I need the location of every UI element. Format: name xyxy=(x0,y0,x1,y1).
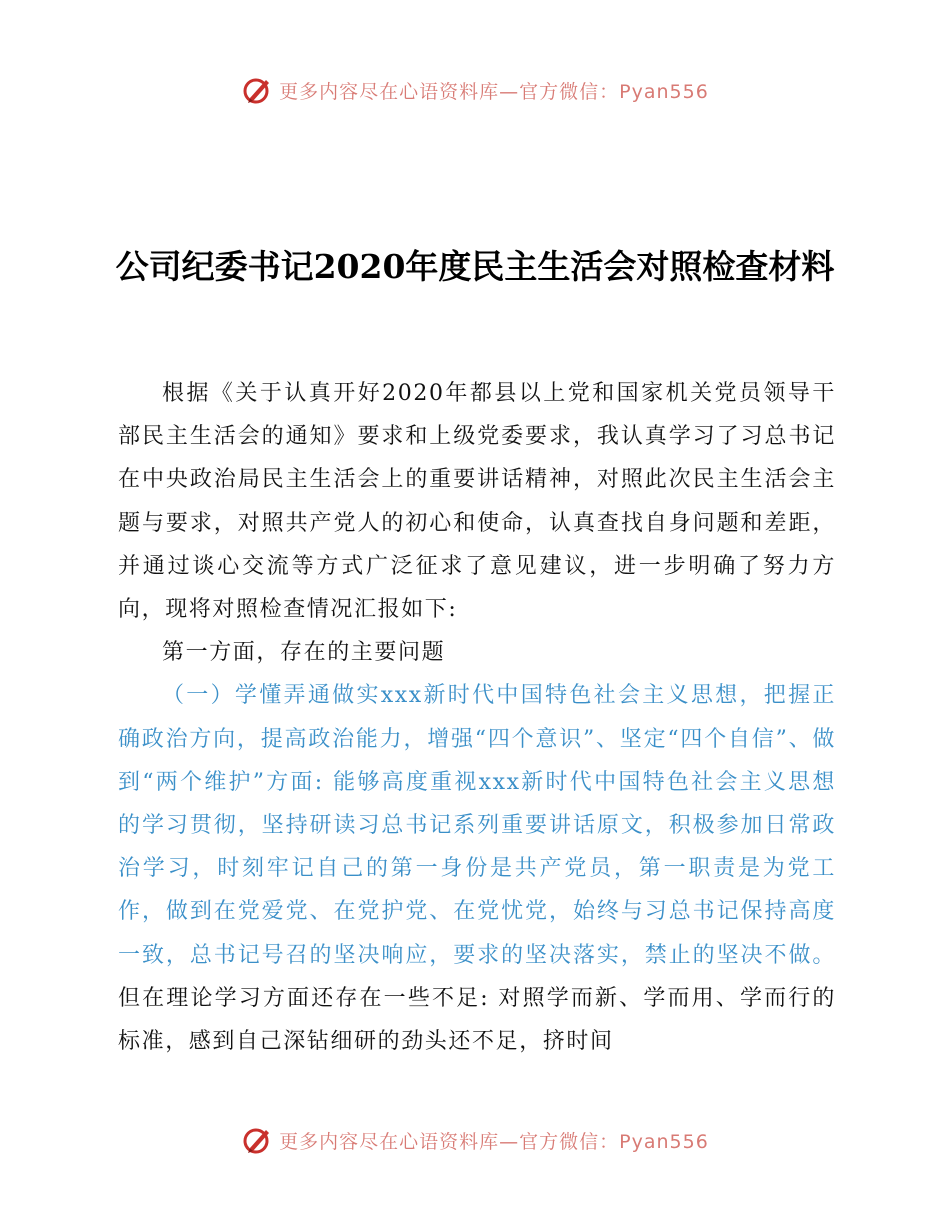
paragraph-text: 但在理论学习方面还存在一些不足: 对照学而新、学而用、学而行的标准，感到自己深钻细研的劲头还不足，挤时间 xyxy=(118,985,836,1055)
watermark-text: 更多内容尽在心语资料库—官方微信：Pyan556 xyxy=(279,1130,709,1153)
pen-logo-icon xyxy=(241,1124,273,1156)
intro-paragraph: 根据《关于认真开好2020年都县以上党和国家机关党员领导干部民主生活会的通知》要求和上级党委要求，我认真学习了习总书记在中央政治局民主生活会上的重要讲话精神，对照此次民主生活会主题与要求，对照共产党人的初心和使命，认真查找自身问题和差距，并通过谈心交流等方式广泛征求了意见建议，进一步明确了努力方向，现将对照检查情况汇报如下: xyxy=(118,381,836,623)
watermark-text: 更多内容尽在心语资料库—官方微信：Pyan556 xyxy=(279,80,709,103)
watermark-banner-bottom xyxy=(0,1120,950,1160)
watermark-banner-top xyxy=(0,70,950,110)
pen-logo-icon xyxy=(241,74,273,106)
document-title: 公司纪委书记2020年度民主生活会对照检查材料 xyxy=(115,247,835,287)
section-heading: 第一方面，存在的主要问题 xyxy=(162,640,446,666)
document-body xyxy=(118,372,836,1063)
item-paragraph xyxy=(118,674,836,1063)
highlighted-text: （一）学懂弄通做实xxx新时代中国特色社会主义思想，把握正确政治方向，提高政治能力，增强“四个意识”、坚定“四个自信”、做到“两个维护”方面: 能够高度重视xxx新时代中国特色社会主义思想的学习贯彻，坚持研读习总书记系列重要讲话原文，积极参加日常政治学习，时刻牢记自己的第一身份是共产党员，第一职责是为党工作，做到在党爱党、在党护党、在党忧党，始终与习总书记保持高度一致，总书记号召的坚决响应，要求的坚决落实，禁止的坚决不做。 xyxy=(118,683,836,968)
